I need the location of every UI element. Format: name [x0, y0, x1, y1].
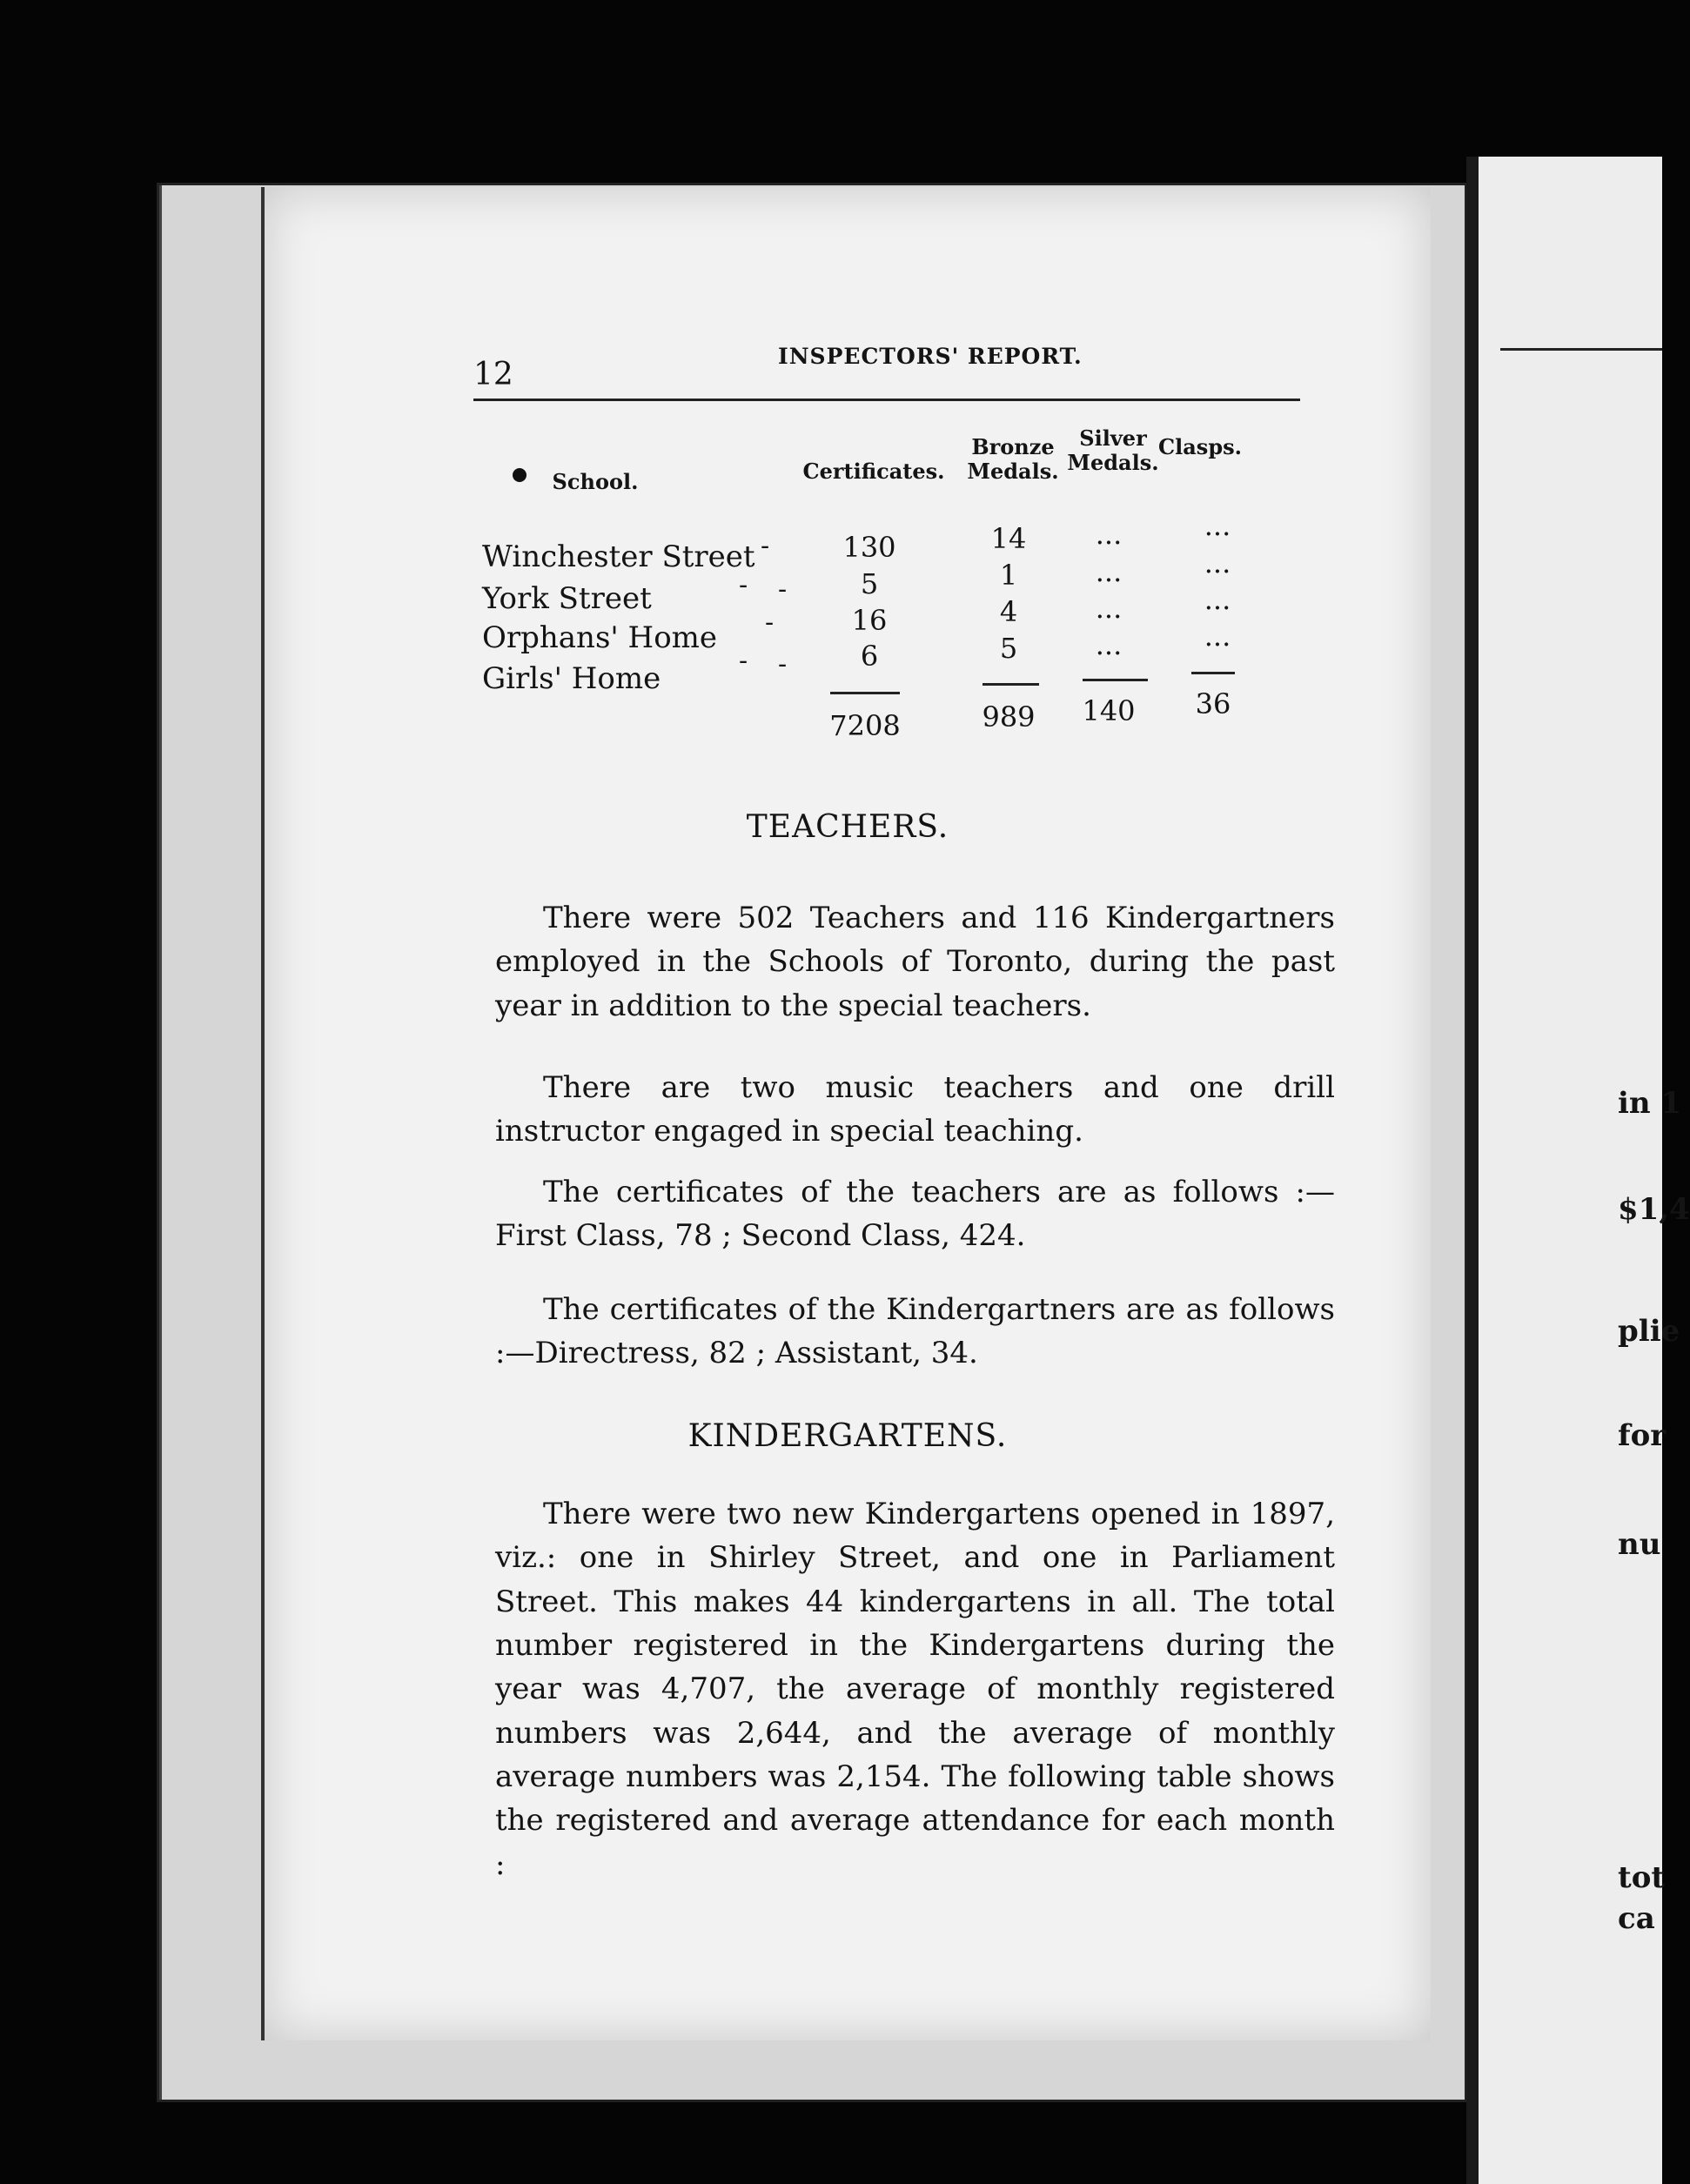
facing-page-rule	[1500, 348, 1662, 351]
bronze-value: 4	[999, 595, 1018, 628]
teachers-paragraph: There were 502 Teachers and 116 Kindergartners employed in the Schools of Toronto, during the past year in addition to the special teachers.	[495, 901, 1335, 1023]
total-bronze: 989	[982, 700, 1036, 734]
clasps-value: ...	[1204, 546, 1231, 579]
teachers-paragraph: There are two music teachers and one drill instructor engaged in special teaching.	[495, 1070, 1335, 1149]
clasps-value: ...	[1204, 620, 1231, 653]
silver-value: ...	[1095, 628, 1123, 661]
total-rule	[982, 683, 1039, 686]
certificates-value: 6	[860, 640, 879, 673]
total-silver: 140	[1082, 694, 1136, 727]
silver-value: ...	[1095, 555, 1123, 588]
school-name: Orphans' Home	[482, 620, 718, 655]
total-rule	[1083, 679, 1148, 681]
teachers-heading: TEACHERS.	[746, 809, 949, 845]
header-silver-medals: Silver Medals.	[1067, 425, 1159, 475]
school-name: Winchester Street	[482, 539, 755, 574]
bronze-value: 5	[999, 632, 1018, 665]
page-header	[473, 339, 1300, 392]
facing-page	[1466, 157, 1690, 2184]
facing-fragment: for	[1618, 1418, 1667, 1453]
header-rule	[473, 399, 1300, 401]
header-clasps: Clasps.	[1158, 434, 1242, 459]
leader-dash: -	[739, 646, 748, 676]
bronze-value: 1	[999, 559, 1018, 592]
header-school: School.	[552, 469, 639, 494]
certificates-value: 16	[851, 604, 888, 637]
silver-value: ...	[1095, 592, 1123, 625]
total-certificates: 7208	[829, 709, 901, 742]
silver-value: ...	[1095, 518, 1123, 551]
header-certificates: Certificates.	[802, 459, 945, 484]
medals-table	[482, 418, 1242, 922]
school-name: York Street	[482, 581, 652, 616]
total-clasps: 36	[1195, 687, 1231, 720]
total-rule	[830, 692, 900, 694]
bronze-value: 14	[990, 522, 1027, 555]
facing-fragment: $1,4	[1618, 1192, 1690, 1227]
kindergartens-paragraph: There were two new Kindergartens opened in 1897, viz.: one in Shirley Street, and one in Parliament Street. This makes 44 kindergartens in all. The total number registered in the Kindergartens during the year was 4,707, the average of monthly registered numbers was 2,644, and the average of monthly average numbers was 2,154. The following table shows the registered and average attendance for each month :	[495, 1497, 1335, 1882]
certificates-value: 5	[860, 567, 879, 600]
facing-fragment: tot	[1618, 1860, 1666, 1895]
clasps-value: ...	[1204, 509, 1231, 542]
teachers-paragraph: The certificates of the Kindergartners are as follows :—Directress, 82 ; Assistant, 34.	[495, 1292, 1335, 1371]
leader-dash: -	[761, 531, 770, 561]
facing-fragment: nu	[1618, 1527, 1661, 1562]
clasps-value: ...	[1204, 583, 1231, 616]
report-page	[261, 187, 1431, 2040]
page-number: 12	[473, 357, 513, 392]
kindergartens-heading: KINDERGARTENS.	[687, 1418, 1008, 1454]
leader-dash: -	[739, 570, 748, 600]
total-rule	[1191, 672, 1235, 674]
school-name: Girls' Home	[482, 661, 661, 696]
facing-fragment: in 1	[1618, 1086, 1682, 1121]
facing-fragment: plie	[1618, 1314, 1680, 1349]
leader-dash: -	[765, 607, 775, 638]
header-bronze-medals: Bronze Medals.	[967, 434, 1059, 484]
certificates-value: 130	[842, 531, 896, 564]
leader-dash: -	[778, 649, 788, 680]
page-edge	[159, 185, 162, 2100]
teachers-paragraph: The certificates of the teachers are as follows :—First Class, 78 ; Second Class, 424.	[495, 1175, 1335, 1254]
leader-dash: -	[778, 574, 788, 605]
facing-fragment: ca	[1618, 1901, 1655, 1936]
running-head: INSPECTORS' REPORT.	[778, 344, 1083, 369]
